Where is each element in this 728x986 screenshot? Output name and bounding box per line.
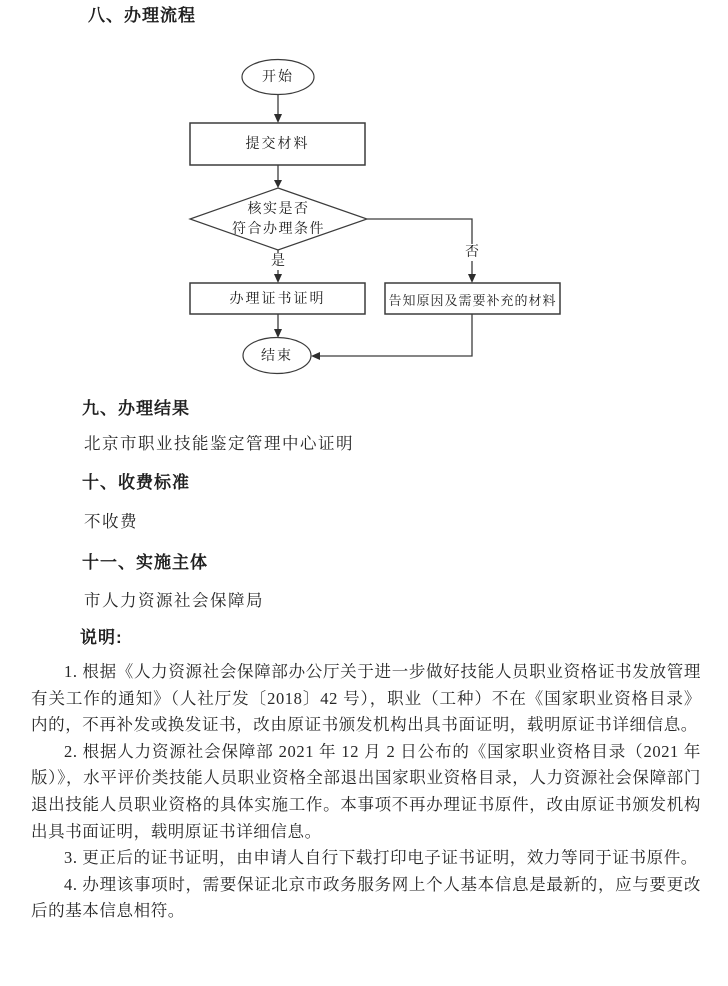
decision-label-line2: 符合办理条件: [232, 222, 325, 237]
arrow-down-4: [468, 274, 476, 283]
arrow-down-3: [274, 274, 282, 283]
flow-node-start-label: 开始: [262, 70, 294, 85]
section-heading-processing-result: 九、办理结果: [82, 399, 190, 418]
section-heading-processing-flow: 八、办理流程: [88, 6, 196, 25]
flow-node-inform-label: 告知原因及需要补充的材料: [388, 293, 557, 308]
flowchart: [0, 0, 728, 385]
notes-block: [31, 659, 701, 925]
section-heading-fee-standard: 十、收费标准: [82, 473, 190, 492]
note-paragraph-4: 4. 办理该事项时，需要保证北京市政务服务网上个人基本信息是最新的，应与要更改后的基本信息相符。: [31, 874, 701, 921]
flow-node-end-label: 结束: [261, 349, 293, 364]
processing-result-text: 北京市职业技能鉴定管理中心证明: [84, 434, 354, 453]
arrow-down-1: [274, 114, 282, 123]
decision-label-line1: 核实是否: [247, 202, 310, 217]
arrow-down-2: [274, 180, 282, 188]
note-paragraph-3: 3. 更正后的证书证明，由申请人自行下载打印电子证书证明，效力等同于证书原件。: [64, 848, 698, 868]
flowchart-shapes: [0, 0, 728, 385]
flow-branch-yes-label: 是: [271, 254, 287, 269]
flow-node-process-label: 办理证书证明: [229, 292, 326, 307]
wire-inform-to-end: [316, 314, 472, 356]
note-paragraph-2: 2. 根据人力资源社会保障部 2021 年 12 月 2 日公布的《国家职业资格目录（2021 年版）》，水平评价类技能人员职业资格全部退出国家职业资格目录，人力资源社会保障部门退出技能人员职业资格的具体实施工作。本事项不再办理证书原件，改由原证书颁发机构出具书面证明，载明原证书详细信息。: [31, 741, 701, 841]
flow-branch-no-label: 否: [465, 245, 481, 260]
flow-node-decision-label: [191, 200, 366, 240]
fee-standard-text: 不收费: [84, 512, 138, 531]
implementing-body-text: 市人力资源社会保障局: [84, 591, 264, 610]
arrow-down-5: [274, 329, 282, 338]
arrow-left-1: [311, 352, 320, 360]
flow-node-submit-label: 提交材料: [245, 137, 310, 152]
section-heading-notes: 说明:: [80, 628, 123, 647]
section-heading-implementing-body: 十一、实施主体: [82, 553, 208, 572]
note-paragraph-1: 1. 根据《人力资源社会保障部办公厅关于进一步做好技能人员职业资格证书发放管理有关工作的通知》（人社厅发〔2018〕42 号），职业（工种）不在《国家职业资格目录》内的，不再补发或换发证书，改由原证书颁发机构出具书面证明，载明原证书详细信息。: [31, 662, 701, 735]
wire-decision-to-inform: [367, 219, 472, 275]
